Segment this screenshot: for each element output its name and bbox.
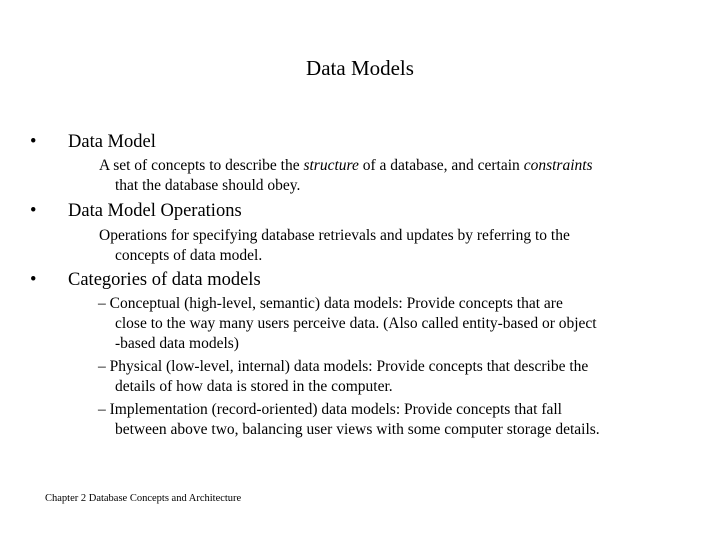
- description-line: concepts of data model.: [115, 247, 263, 264]
- bullet-icon: •: [30, 132, 37, 152]
- bullet-heading: Data Model: [68, 132, 156, 152]
- subitem-physical: [98, 357, 588, 397]
- bullet-heading: Data Model Operations: [68, 201, 242, 221]
- bullet-categories-of-data-models: [30, 267, 261, 293]
- subitem-implementation: [98, 400, 600, 440]
- bullet-icon: •: [30, 270, 37, 290]
- subitem-conceptual: [98, 294, 597, 354]
- subitem-line: between above two, balancing user views with some computer storage details.: [115, 421, 600, 438]
- slide-footer: Chapter 2 Database Concepts and Architecture: [45, 493, 242, 504]
- description-line: A set of concepts to describe the structure of a database, and certain constraints: [99, 157, 593, 174]
- subitem-line: close to the way many users perceive data. (Also called entity-based or object: [115, 315, 597, 332]
- bullet-description: [99, 226, 570, 266]
- bullet-data-model: [30, 129, 156, 155]
- emphasis-structure: structure: [303, 157, 359, 174]
- description-line: that the database should obey.: [115, 177, 301, 194]
- bullet-description: [99, 156, 593, 196]
- subitem-line: – Conceptual (high-level, semantic) data models: Provide concepts that are: [98, 295, 563, 312]
- subitem-line: – Physical (low-level, internal) data models: Provide concepts that describe the: [98, 358, 589, 375]
- slide-title: Data Models: [306, 56, 414, 80]
- subitem-line: details of how data is stored in the computer.: [115, 378, 393, 395]
- bullet-icon: •: [30, 201, 37, 221]
- emphasis-constraints: constraints: [523, 157, 593, 174]
- subitem-line: -based data models): [115, 335, 239, 352]
- bullet-data-model-operations: [30, 198, 242, 224]
- description-line: Operations for specifying database retrievals and updates by referring to the: [99, 227, 570, 244]
- bullet-heading: Categories of data models: [68, 270, 261, 290]
- subitem-line: – Implementation (record-oriented) data models: Provide concepts that fall: [98, 401, 562, 418]
